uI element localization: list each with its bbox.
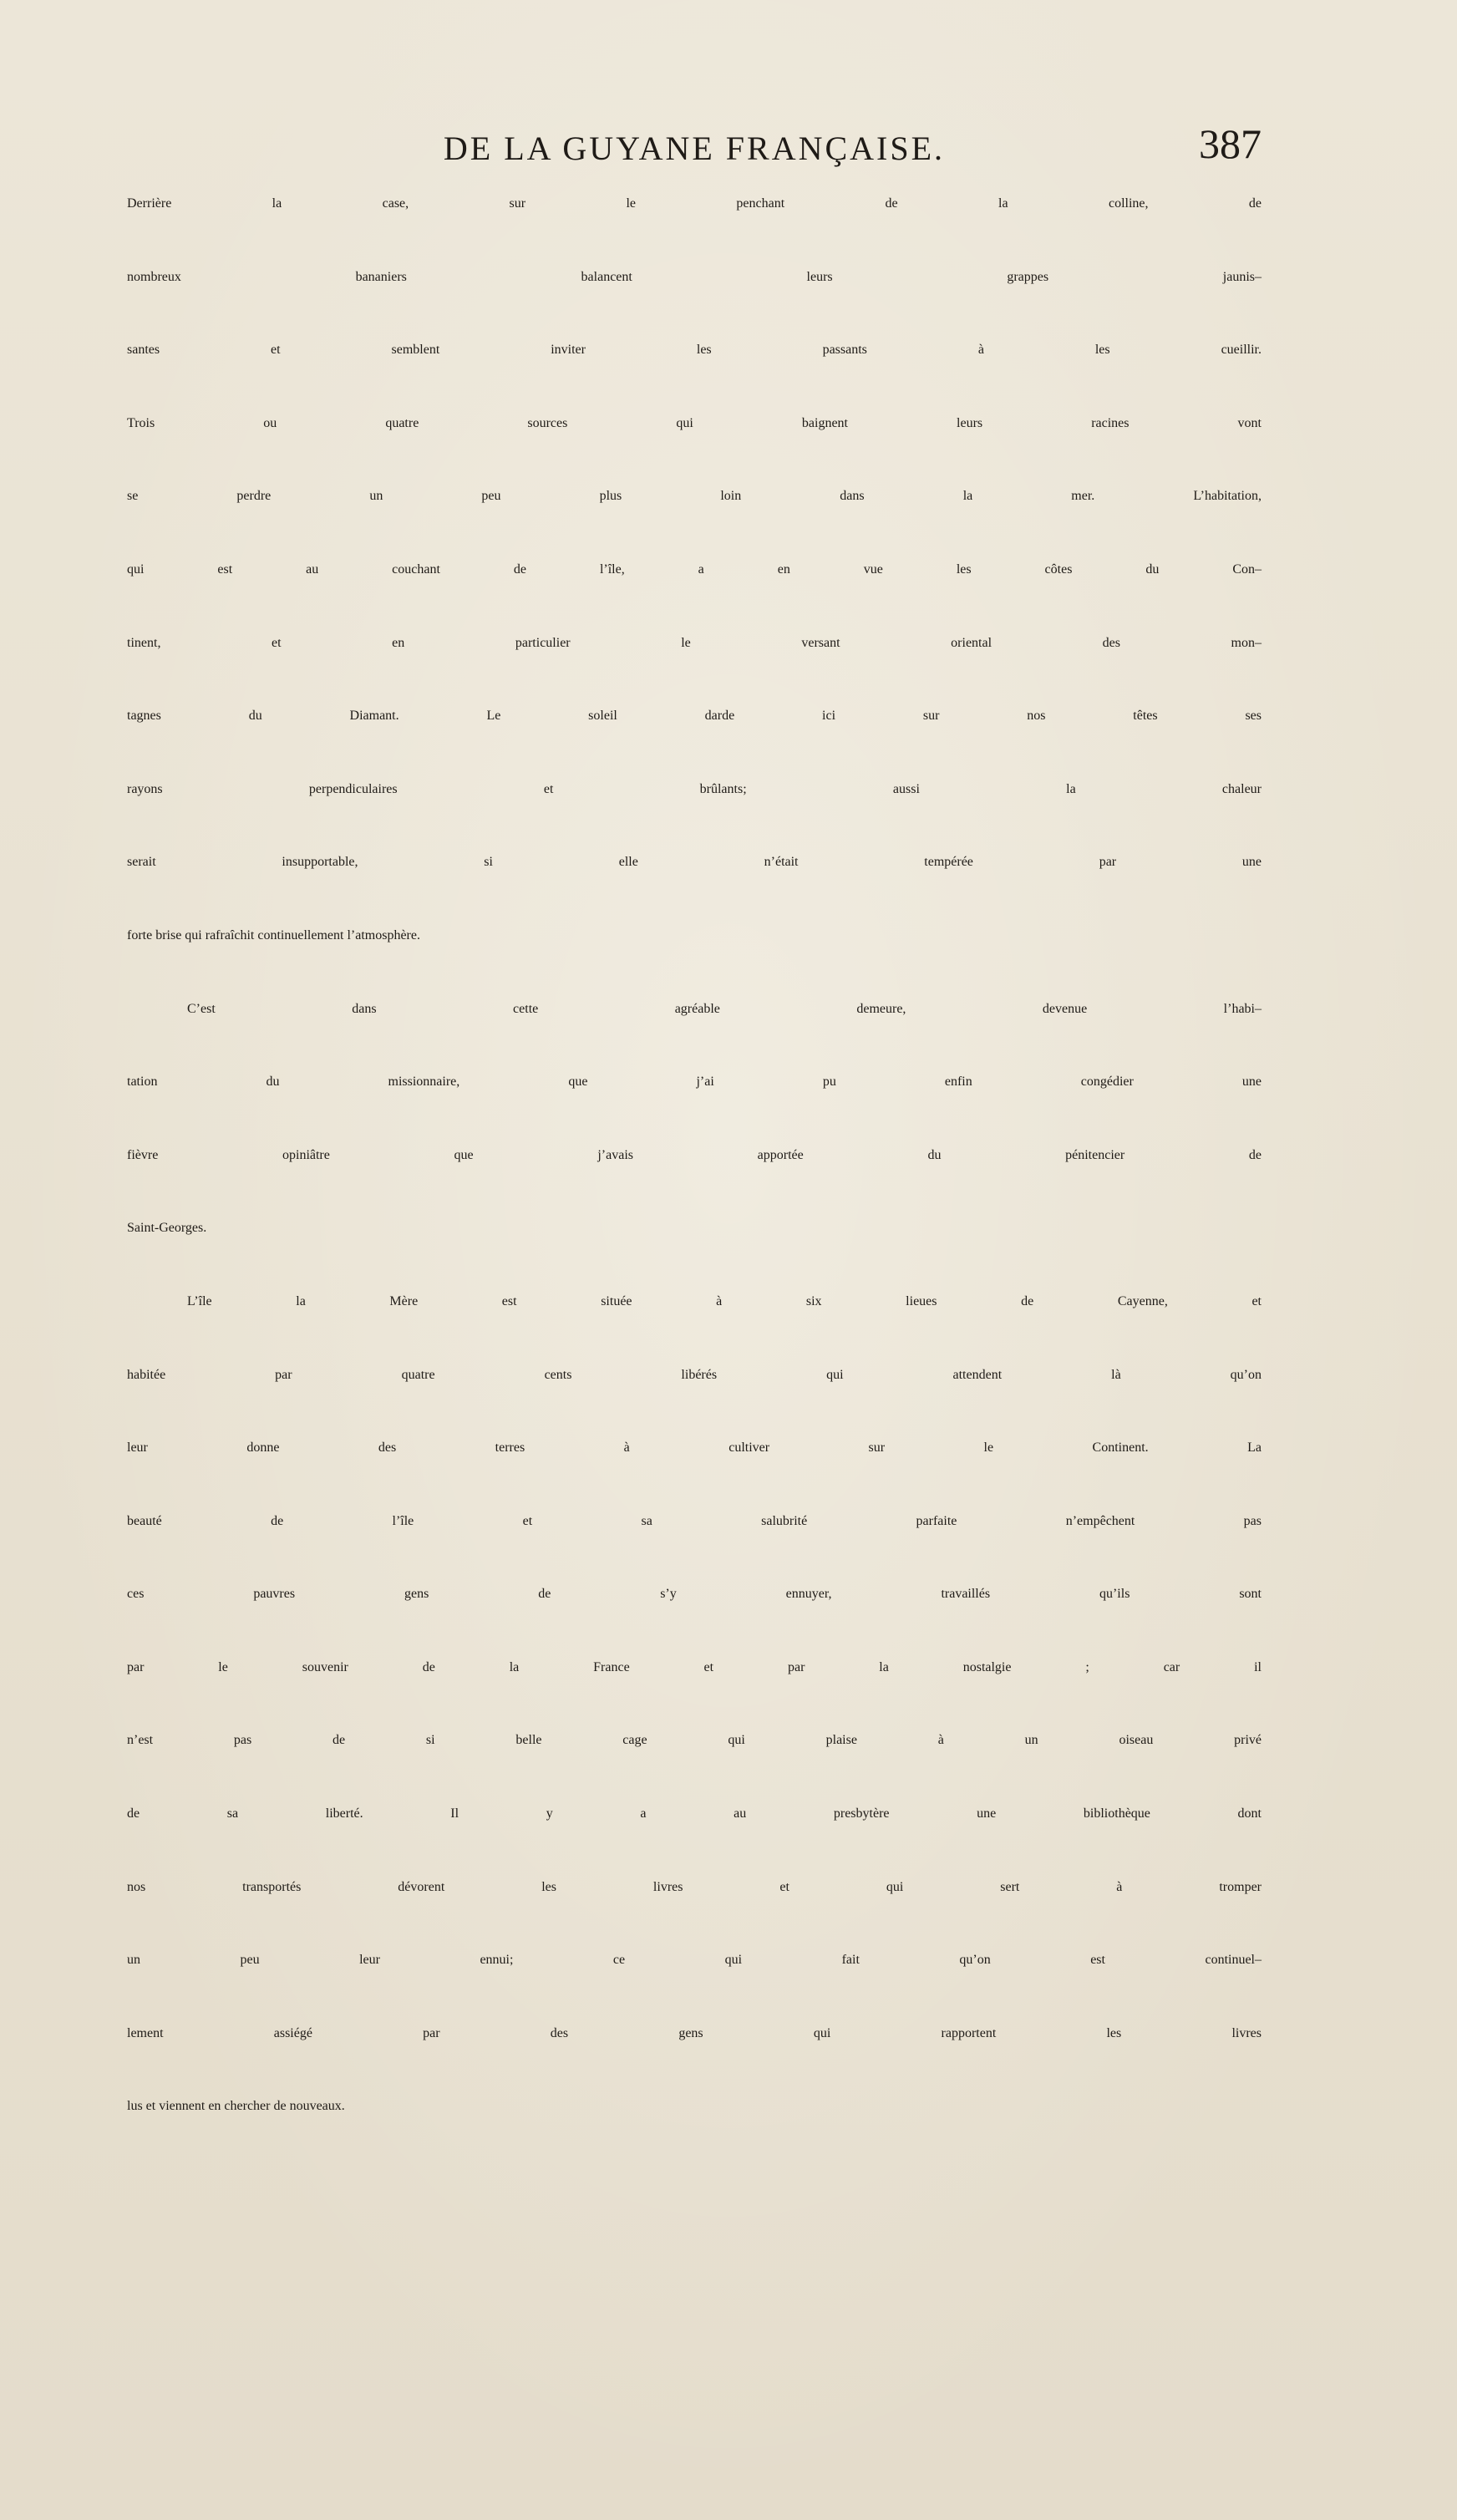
text-line: leur donne des terres à cultiver sur le Continent. La [127, 1440, 1262, 1456]
text-line: Trois ou quatre sources qui baignent leurs racines vont [127, 415, 1262, 430]
text-line: se perdre un peu plus loin dans la mer. L’habitation, [127, 489, 1262, 504]
text-line: tinent, et en particulier le versant oriental des mon– [127, 635, 1262, 650]
paragraph-2 [127, 1002, 1262, 1294]
text-line: tagnes du Diamant. Le soleil darde ici sur nos têtes ses [127, 709, 1262, 724]
text-line: Derrière la case, sur le penchant de la colline, de [127, 196, 1262, 211]
text-line: habitée par quatre cents libérés qui attendent là qu’on [127, 1367, 1262, 1382]
text-line: nos transportés dévorent les livres et qui sert à tromper [127, 1879, 1262, 1894]
page-number: 387 [1199, 120, 1262, 167]
text-line: forte brise qui rafraîchit continuellement l’atmosphère. [127, 927, 420, 942]
text-line: L’île la Mère est située à six lieues de Cayenne, et [187, 1293, 1262, 1308]
text-line: rayons perpendiculaires et brûlants; aussi la chaleur [127, 781, 1262, 796]
text-line: un peu leur ennui; ce qui fait qu’on est continuel– [127, 1953, 1262, 1968]
text-line: par le souvenir de la France et par la nostalgie ; car il [127, 1659, 1262, 1674]
text-line: qui est au couchant de l’île, a en vue les côtes du Con– [127, 561, 1262, 577]
text-line: n’est pas de si belle cage qui plaise à un oiseau privé [127, 1733, 1262, 1748]
text-line: Saint-Georges. [127, 1221, 207, 1236]
paragraph-3 [127, 1294, 1262, 2172]
running-title: DE LA GUYANE FRANÇAISE. [443, 130, 946, 167]
text-line: lus et viennent en chercher de nouveaux. [127, 2099, 345, 2114]
text-line: lement assiégé par des gens qui rapportent les livres [127, 2025, 1262, 2040]
text-line: ces pauvres gens de s’y ennuyer, travaillés qu’ils sont [127, 1587, 1262, 1602]
text-line: nombreux bananiers balancent leurs grappes jaunis– [127, 269, 1262, 284]
text-line: serait insupportable, si elle n’était tempérée par une [127, 855, 1262, 870]
text-line: fièvre opiniâtre que j’avais apportée du pénitencier de [127, 1147, 1262, 1162]
text-line: tation du missionnaire, que j’ai pu enfin congédier une [127, 1075, 1262, 1090]
text-line: beauté de l’île et sa salubrité parfaite n’empêchent pas [127, 1513, 1262, 1528]
text-line: de sa liberté. Il y a au presbytère une bibliothèque dont [127, 1806, 1262, 1821]
paragraph-1 [127, 196, 1262, 1002]
text-line: C’est dans cette agréable demeure, devenue l’habi– [187, 1001, 1262, 1016]
running-head [127, 120, 1262, 174]
body-text [127, 196, 1262, 2172]
text-line: santes et semblent inviter les passants à les cueillir. [127, 343, 1262, 358]
